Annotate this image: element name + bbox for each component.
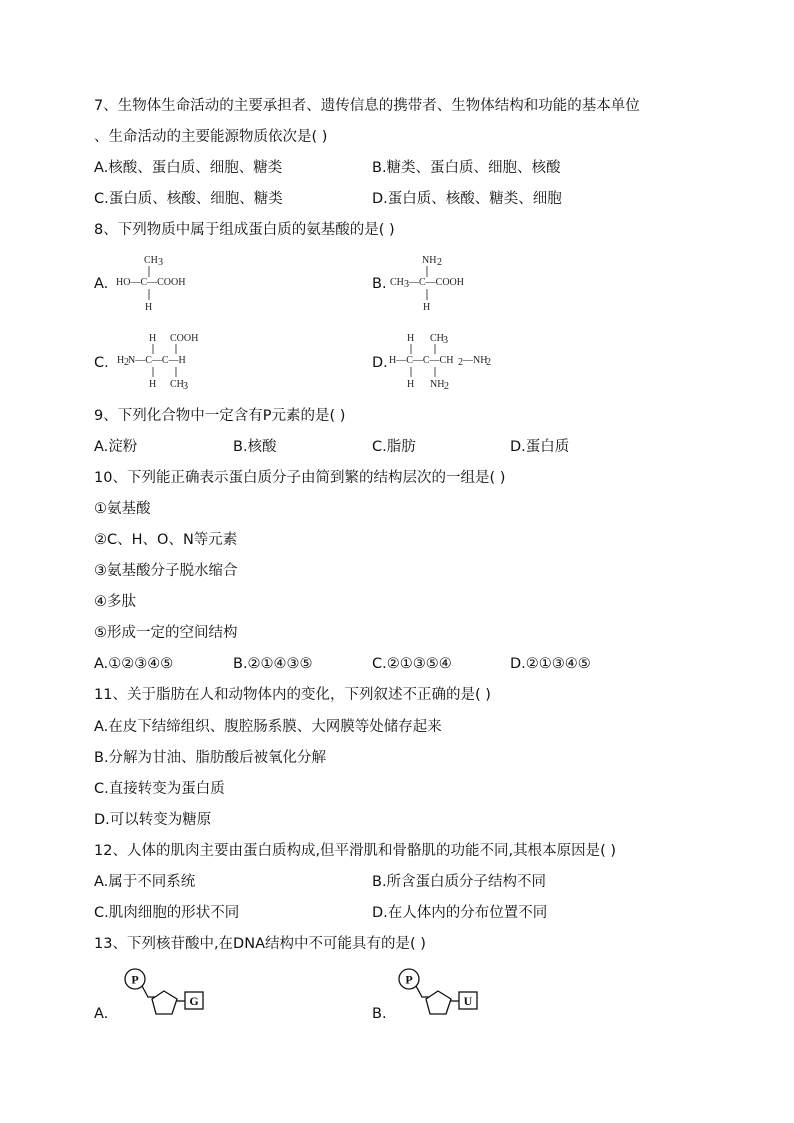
- q13-b-phosphate-text: P: [405, 972, 413, 987]
- svg-text:3: 3: [183, 381, 188, 392]
- q9-stem: 9、下列化合物中一定含有P元素的是( ): [94, 408, 346, 424]
- q10-item-5: ⑤形成一定的空间结构: [94, 625, 238, 641]
- q13-a-phosphate-text: P: [131, 972, 139, 987]
- q13-option-b-label[interactable]: B.: [372, 1006, 387, 1022]
- q12-option-a[interactable]: A.属于不同系统: [94, 874, 196, 890]
- q12-option-c[interactable]: C.肌肉细胞的形状不同: [94, 905, 240, 921]
- q7-option-a[interactable]: A.核酸、蛋白质、细胞、糖类: [94, 160, 283, 176]
- q9-option-b[interactable]: B.核酸: [233, 439, 277, 455]
- q10-option-a[interactable]: A.①②③④⑤: [94, 656, 174, 672]
- svg-text:H—C—C—CH: H—C—C—CH: [389, 355, 454, 366]
- q8-option-c-label[interactable]: C.: [94, 355, 109, 371]
- svg-text:3: 3: [443, 335, 448, 346]
- q11-option-d[interactable]: D.可以转变为糖原: [94, 812, 212, 828]
- q13-option-a-nucleotide: [118, 964, 218, 1020]
- q8-option-b-structure: [389, 252, 489, 314]
- q11-option-a[interactable]: A.在皮下结缔组织、腹腔肠系膜、大网膜等处储存起来: [94, 719, 442, 735]
- q7-stem-line2: 、生命活动的主要能源物质依次是( ): [94, 129, 328, 145]
- q7-option-b[interactable]: B.糖类、蛋白质、细胞、核酸: [372, 160, 561, 176]
- q8-option-a-structure: [112, 252, 212, 314]
- svg-text:2: 2: [124, 357, 129, 368]
- q7-option-c[interactable]: C.蛋白质、核酸、细胞、糖类: [94, 191, 283, 207]
- q8-stem: 8、下列物质中属于组成蛋白质的氨基酸的是( ): [94, 222, 395, 238]
- svg-text:2: 2: [437, 257, 442, 268]
- q10-stem: 10、下列能正确表示蛋白质分子由简到繁的结构层次的一组是( ): [94, 470, 506, 486]
- q13-stem: 13、下列核苷酸中,在DNA结构中不可能具有的是( ): [94, 936, 426, 952]
- svg-text:H: H: [117, 355, 125, 366]
- svg-text:2: 2: [458, 357, 463, 368]
- svg-text:NH: NH: [422, 255, 437, 266]
- q8-option-d-structure: [388, 330, 518, 394]
- q13-option-a-label[interactable]: A.: [94, 1006, 109, 1022]
- q13-option-b-nucleotide: [396, 964, 496, 1020]
- q10-item-3: ③氨基酸分子脱水缩合: [94, 563, 238, 579]
- svg-text:N—C—C—H: N—C—C—H: [128, 355, 186, 366]
- svg-text:NH: NH: [430, 379, 445, 390]
- q10-item-1: ①氨基酸: [94, 501, 151, 517]
- svg-text:CH: CH: [170, 379, 184, 390]
- svg-text:HO—C—COOH: HO—C—COOH: [116, 277, 186, 288]
- q13-b-base-text: U: [463, 994, 473, 1008]
- q12-stem: 12、人体的肌肉主要由蛋白质构成,但平滑肌和骨骼肌的功能不同,其根本原因是( ): [94, 843, 617, 859]
- q8-option-b-label[interactable]: B.: [372, 276, 387, 292]
- q11-option-c[interactable]: C.直接转变为蛋白质: [94, 781, 225, 797]
- pentose-sugar-icon: [152, 991, 177, 1014]
- q8-option-c-structure: [114, 330, 224, 394]
- svg-text:—C—COOH: —C—COOH: [409, 277, 465, 288]
- q11-option-b[interactable]: B.分解为甘油、脂肪酸后被氧化分解: [94, 750, 327, 766]
- q11-stem: 11、关于脂肪在人和动物体内的变化，下列叙述不正确的是( ): [94, 687, 491, 703]
- q13-a-base-text: G: [189, 994, 199, 1008]
- q12-option-d[interactable]: D.在人体内的分布位置不同: [372, 905, 548, 921]
- q9-option-c[interactable]: C.脂肪: [372, 439, 416, 455]
- q9-option-d[interactable]: D.蛋白质: [510, 439, 570, 455]
- svg-text:CH: CH: [430, 333, 444, 344]
- q9-option-a[interactable]: A.淀粉: [94, 439, 138, 455]
- svg-text:2: 2: [486, 357, 491, 368]
- svg-text:CH: CH: [390, 277, 404, 288]
- q10-item-2: ②C、H、O、N等元素: [94, 532, 238, 548]
- svg-text:H: H: [149, 379, 157, 390]
- svg-text:—NH: —NH: [463, 355, 488, 366]
- q12-option-b[interactable]: B.所含蛋白质分子结构不同: [372, 874, 547, 890]
- q8-option-d-label[interactable]: D.: [372, 355, 388, 371]
- q10-option-c[interactable]: C.②①③⑤④: [372, 656, 452, 672]
- svg-text:CH: CH: [144, 255, 158, 266]
- q7-stem-line1: 7、生物体生命活动的主要承担者、遗传信息的携带者、生物体结构和功能的基本单位: [94, 98, 640, 114]
- svg-text:H: H: [145, 302, 153, 313]
- svg-text:H: H: [407, 333, 415, 344]
- svg-text:H: H: [423, 302, 431, 313]
- q7-option-d[interactable]: D.蛋白质、核酸、糖类、细胞: [372, 191, 562, 207]
- q10-item-4: ④多肽: [94, 594, 136, 610]
- svg-text:2: 2: [444, 381, 449, 392]
- q10-option-d[interactable]: D.②①③④⑤: [510, 656, 591, 672]
- q8-option-a-label[interactable]: A.: [94, 276, 109, 292]
- svg-text:3: 3: [158, 257, 163, 268]
- svg-text:COOH: COOH: [170, 333, 199, 344]
- svg-text:H: H: [149, 333, 157, 344]
- q10-option-b[interactable]: B.②①④③⑤: [233, 656, 313, 672]
- svg-text:3: 3: [404, 279, 409, 290]
- pentose-sugar-icon: [426, 991, 451, 1014]
- svg-text:H: H: [407, 379, 415, 390]
